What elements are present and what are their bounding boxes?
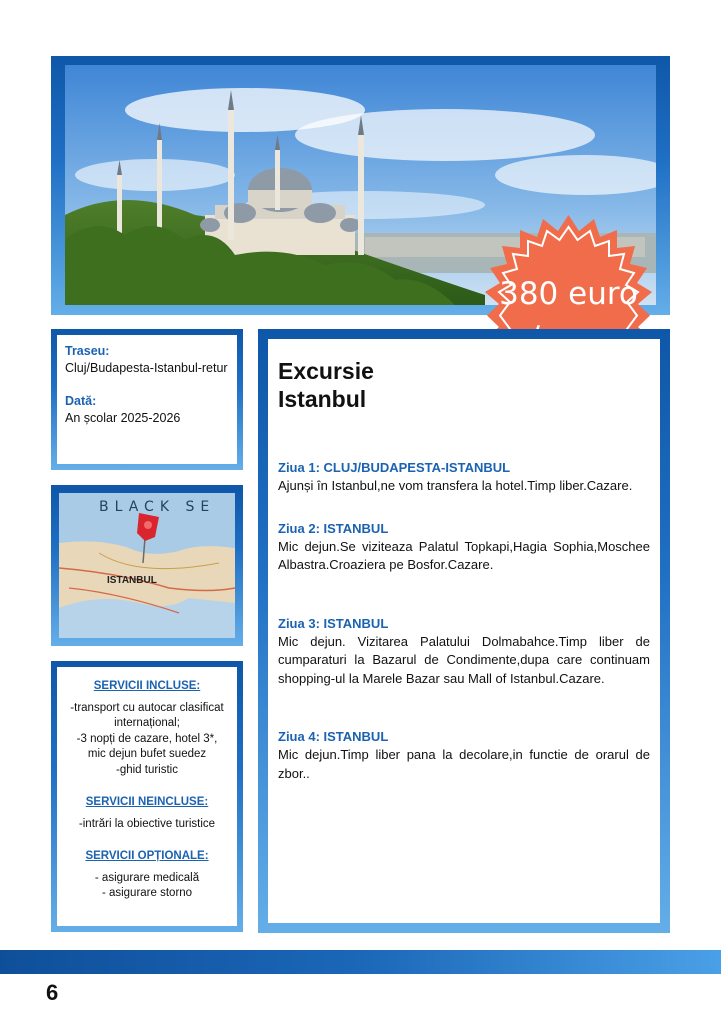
map-frame <box>51 485 243 646</box>
day-title: Ziua 4: ISTANBUL <box>278 729 389 744</box>
day-1 <box>278 459 650 496</box>
optional-item: - asigurare medicală <box>94 871 200 884</box>
optional-services <box>63 849 231 902</box>
day-title: Ziua 2: ISTANBUL <box>278 520 389 536</box>
day-text: Mic dejun.Se viziteaza Palatul Topkapi,Hagia Sophia,Moschee Albastra.Croaziera pe Bosfor.Cazare. <box>278 538 650 572</box>
route-label: Traseu: <box>65 344 110 358</box>
map-image <box>59 493 235 638</box>
page-number: 6 <box>46 980 59 1005</box>
day-2 <box>278 520 650 575</box>
map-city-label: ISTANBUL <box>107 575 157 586</box>
date-label: Dată: <box>65 394 97 408</box>
price-amount: 380 euro <box>499 275 638 312</box>
day-title: Ziua 3: ISTANBUL <box>278 615 389 631</box>
itinerary-box <box>258 329 670 933</box>
included-item: -3 nopți de cazare, hotel 3*, <box>76 732 218 745</box>
optional-title: SERVICII OPȚIONALE: <box>85 850 209 862</box>
excluded-title: SERVICII NEINCLUSE: <box>85 796 209 808</box>
map-sea-label: BLACK SE <box>99 499 216 515</box>
day-text: Mic dejun. Vizitarea Palatului Dolmabahce.Timp liber de cumparaturi la Bazarul de Condimente,dupa care continuam shopping-ul la Marele Bazar sau Mall of Istanbul.Cazare. <box>278 633 650 686</box>
excluded-item: -intrări la obiective turistice <box>78 817 216 830</box>
title-line: Excursie <box>278 358 374 384</box>
page-title <box>278 357 478 413</box>
footer-bar <box>0 950 721 974</box>
date-value: An școlar 2025-2026 <box>65 411 181 425</box>
day-4 <box>278 728 650 783</box>
trip-info-box <box>51 329 243 470</box>
services-box <box>51 661 243 932</box>
route-value: Cluj/Budapesta-Istanbul-retur <box>65 361 228 375</box>
day-3 <box>278 615 650 689</box>
day-title: Ziua 1: CLUJ/BUDAPESTA-ISTANBUL <box>278 460 511 475</box>
optional-item: - asigurare storno <box>101 887 193 899</box>
included-item: mic dejun bufet suedez <box>87 748 207 760</box>
day-text: Mic dejun.Timp liber pana la decolare,in functie de orarul de zbor.. <box>278 747 650 781</box>
included-item: -ghid turistic <box>116 763 178 776</box>
title-line: Istanbul <box>278 386 367 412</box>
excluded-services <box>63 795 231 832</box>
included-item: -transport cu autocar clasificat internațional; <box>70 701 224 729</box>
included-services <box>63 679 231 778</box>
included-title: SERVICII INCLUSE: <box>93 680 201 692</box>
day-text: Ajunși în Istanbul,ne vom transfera la hotel.Timp liber.Cazare. <box>278 478 633 493</box>
